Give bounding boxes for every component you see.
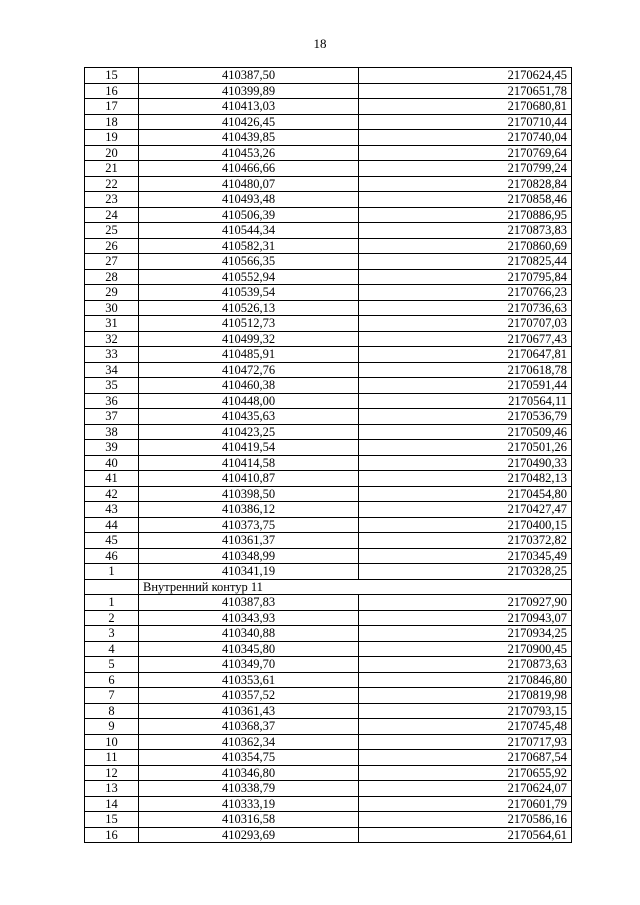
y-coordinate-cell: 2170564,11 — [359, 393, 572, 409]
y-coordinate-cell: 2170717,93 — [359, 734, 572, 750]
point-number-cell: 14 — [85, 796, 139, 812]
point-number-cell: 46 — [85, 548, 139, 564]
y-coordinate-cell: 2170482,13 — [359, 471, 572, 487]
point-number-cell: 22 — [85, 176, 139, 192]
point-number-cell: 19 — [85, 130, 139, 146]
point-number-cell: 31 — [85, 316, 139, 332]
point-number-cell: 41 — [85, 471, 139, 487]
table-row — [85, 533, 572, 549]
point-number-cell: 32 — [85, 331, 139, 347]
y-coordinate-cell: 2170372,82 — [359, 533, 572, 549]
point-number-cell: 17 — [85, 99, 139, 115]
x-coordinate-cell: 410460,38 — [139, 378, 359, 394]
point-number-cell: 16 — [85, 827, 139, 843]
table-row — [85, 750, 572, 766]
table-row — [85, 207, 572, 223]
x-coordinate-cell: 410333,19 — [139, 796, 359, 812]
y-coordinate-cell: 2170745,48 — [359, 719, 572, 735]
table-row — [85, 316, 572, 332]
y-coordinate-cell: 2170828,84 — [359, 176, 572, 192]
table-row — [85, 626, 572, 642]
y-coordinate-cell: 2170934,25 — [359, 626, 572, 642]
y-coordinate-cell: 2170601,79 — [359, 796, 572, 812]
table-row — [85, 161, 572, 177]
x-coordinate-cell: 410293,69 — [139, 827, 359, 843]
table-row — [85, 564, 572, 580]
page-number: 18 — [313, 36, 327, 51]
table-row — [85, 347, 572, 363]
section-title: Внутренний контур 11 — [139, 579, 572, 595]
y-coordinate-cell: 2170328,25 — [359, 564, 572, 580]
x-coordinate-cell: 410485,91 — [139, 347, 359, 363]
point-number-cell: 10 — [85, 734, 139, 750]
x-coordinate-cell: 410423,25 — [139, 424, 359, 440]
y-coordinate-cell: 2170564,61 — [359, 827, 572, 843]
y-coordinate-cell: 2170651,78 — [359, 83, 572, 99]
x-coordinate-cell: 410387,83 — [139, 595, 359, 611]
table-row — [85, 703, 572, 719]
point-number-cell: 23 — [85, 192, 139, 208]
table-row — [85, 424, 572, 440]
point-number-cell: 6 — [85, 672, 139, 688]
table-row — [85, 223, 572, 239]
y-coordinate-cell: 2170799,24 — [359, 161, 572, 177]
x-coordinate-cell: 410362,34 — [139, 734, 359, 750]
table-row — [85, 440, 572, 456]
table-row — [85, 145, 572, 161]
table-row — [85, 362, 572, 378]
y-coordinate-cell: 2170943,07 — [359, 610, 572, 626]
table-row — [85, 657, 572, 673]
point-number-cell: 26 — [85, 238, 139, 254]
y-coordinate-cell: 2170900,45 — [359, 641, 572, 657]
y-coordinate-cell: 2170586,16 — [359, 812, 572, 828]
table-row — [85, 796, 572, 812]
point-number-cell: 36 — [85, 393, 139, 409]
x-coordinate-cell: 410348,99 — [139, 548, 359, 564]
y-coordinate-cell: 2170710,44 — [359, 114, 572, 130]
point-number-cell: 44 — [85, 517, 139, 533]
y-coordinate-cell: 2170345,49 — [359, 548, 572, 564]
x-coordinate-cell: 410387,50 — [139, 68, 359, 84]
x-coordinate-cell: 410398,50 — [139, 486, 359, 502]
point-number-cell: 1 — [85, 595, 139, 611]
x-coordinate-cell: 410340,88 — [139, 626, 359, 642]
table-row — [85, 765, 572, 781]
table-row — [85, 812, 572, 828]
table-row — [85, 471, 572, 487]
y-coordinate-cell: 2170858,46 — [359, 192, 572, 208]
table-row — [85, 719, 572, 735]
table-row — [85, 486, 572, 502]
point-number-cell: 16 — [85, 83, 139, 99]
point-number-cell: 1 — [85, 564, 139, 580]
x-coordinate-cell: 410466,66 — [139, 161, 359, 177]
y-coordinate-cell: 2170591,44 — [359, 378, 572, 394]
table-row — [85, 68, 572, 84]
x-coordinate-cell: 410426,45 — [139, 114, 359, 130]
table-row — [85, 285, 572, 301]
x-coordinate-cell: 410512,73 — [139, 316, 359, 332]
y-coordinate-cell: 2170400,15 — [359, 517, 572, 533]
table-row — [85, 238, 572, 254]
point-number-cell: 7 — [85, 688, 139, 704]
point-number-cell: 29 — [85, 285, 139, 301]
point-number-cell: 34 — [85, 362, 139, 378]
point-number-cell: 33 — [85, 347, 139, 363]
x-coordinate-cell: 410399,89 — [139, 83, 359, 99]
point-number-cell: 37 — [85, 409, 139, 425]
x-coordinate-cell: 410357,52 — [139, 688, 359, 704]
point-number-cell: 3 — [85, 626, 139, 642]
x-coordinate-cell: 410414,58 — [139, 455, 359, 471]
x-coordinate-cell: 410448,00 — [139, 393, 359, 409]
table-row — [85, 409, 572, 425]
y-coordinate-cell: 2170736,63 — [359, 300, 572, 316]
x-coordinate-cell: 410341,19 — [139, 564, 359, 580]
point-number-cell: 25 — [85, 223, 139, 239]
point-number-cell: 38 — [85, 424, 139, 440]
table-row — [85, 176, 572, 192]
x-coordinate-cell: 410526,13 — [139, 300, 359, 316]
x-coordinate-cell: 410338,79 — [139, 781, 359, 797]
table-row — [85, 641, 572, 657]
table-row — [85, 827, 572, 843]
point-number-cell: 13 — [85, 781, 139, 797]
y-coordinate-cell: 2170655,92 — [359, 765, 572, 781]
x-coordinate-cell: 410354,75 — [139, 750, 359, 766]
y-coordinate-cell: 2170624,45 — [359, 68, 572, 84]
x-coordinate-cell: 410345,80 — [139, 641, 359, 657]
y-coordinate-cell: 2170793,15 — [359, 703, 572, 719]
x-coordinate-cell: 410435,63 — [139, 409, 359, 425]
y-coordinate-cell: 2170647,81 — [359, 347, 572, 363]
x-coordinate-cell: 410493,48 — [139, 192, 359, 208]
point-number-cell: 39 — [85, 440, 139, 456]
point-number-cell: 30 — [85, 300, 139, 316]
y-coordinate-cell: 2170490,33 — [359, 455, 572, 471]
x-coordinate-cell: 410361,43 — [139, 703, 359, 719]
point-number-cell: 2 — [85, 610, 139, 626]
x-coordinate-cell: 410410,87 — [139, 471, 359, 487]
table-row — [85, 595, 572, 611]
x-coordinate-cell: 410386,12 — [139, 502, 359, 518]
x-coordinate-cell: 410346,80 — [139, 765, 359, 781]
y-coordinate-cell: 2170846,80 — [359, 672, 572, 688]
y-coordinate-cell: 2170509,46 — [359, 424, 572, 440]
point-number-cell: 11 — [85, 750, 139, 766]
y-coordinate-cell: 2170687,54 — [359, 750, 572, 766]
y-coordinate-cell: 2170740,04 — [359, 130, 572, 146]
y-coordinate-cell: 2170769,64 — [359, 145, 572, 161]
x-coordinate-cell: 410506,39 — [139, 207, 359, 223]
table-row — [85, 781, 572, 797]
coordinates-table-body — [85, 68, 572, 843]
point-number-cell: 5 — [85, 657, 139, 673]
y-coordinate-cell: 2170825,44 — [359, 254, 572, 270]
y-coordinate-cell: 2170536,79 — [359, 409, 572, 425]
point-number-cell: 20 — [85, 145, 139, 161]
table-row — [85, 83, 572, 99]
table-row — [85, 734, 572, 750]
point-number-cell: 28 — [85, 269, 139, 285]
y-coordinate-cell: 2170819,98 — [359, 688, 572, 704]
y-coordinate-cell: 2170427,47 — [359, 502, 572, 518]
point-number-cell: 8 — [85, 703, 139, 719]
x-coordinate-cell: 410413,03 — [139, 99, 359, 115]
point-number-cell: 9 — [85, 719, 139, 735]
y-coordinate-cell: 2170680,81 — [359, 99, 572, 115]
x-coordinate-cell: 410453,26 — [139, 145, 359, 161]
table-row — [85, 517, 572, 533]
x-coordinate-cell: 410361,37 — [139, 533, 359, 549]
x-coordinate-cell: 410552,94 — [139, 269, 359, 285]
x-coordinate-cell: 410349,70 — [139, 657, 359, 673]
point-number-cell: 45 — [85, 533, 139, 549]
point-number-cell: 42 — [85, 486, 139, 502]
point-number-cell: 27 — [85, 254, 139, 270]
point-number-cell: 15 — [85, 68, 139, 84]
y-coordinate-cell: 2170624,07 — [359, 781, 572, 797]
point-number-cell: 4 — [85, 641, 139, 657]
table-row — [85, 610, 572, 626]
x-coordinate-cell: 410472,76 — [139, 362, 359, 378]
table-row — [85, 502, 572, 518]
table-row — [85, 455, 572, 471]
point-number-cell: 21 — [85, 161, 139, 177]
x-coordinate-cell: 410544,34 — [139, 223, 359, 239]
x-coordinate-cell: 410566,35 — [139, 254, 359, 270]
point-number-cell: 40 — [85, 455, 139, 471]
y-coordinate-cell: 2170873,63 — [359, 657, 572, 673]
y-coordinate-cell: 2170795,84 — [359, 269, 572, 285]
y-coordinate-cell: 2170501,26 — [359, 440, 572, 456]
table-row — [85, 130, 572, 146]
x-coordinate-cell: 410480,07 — [139, 176, 359, 192]
y-coordinate-cell: 2170927,90 — [359, 595, 572, 611]
x-coordinate-cell: 410439,85 — [139, 130, 359, 146]
x-coordinate-cell: 410499,32 — [139, 331, 359, 347]
y-coordinate-cell: 2170873,83 — [359, 223, 572, 239]
y-coordinate-cell: 2170707,03 — [359, 316, 572, 332]
x-coordinate-cell: 410368,37 — [139, 719, 359, 735]
section-row — [85, 579, 572, 595]
table-row — [85, 269, 572, 285]
y-coordinate-cell: 2170860,69 — [359, 238, 572, 254]
x-coordinate-cell: 410353,61 — [139, 672, 359, 688]
coordinates-table — [84, 67, 572, 843]
point-number-cell: 12 — [85, 765, 139, 781]
table-row — [85, 114, 572, 130]
x-coordinate-cell: 410343,93 — [139, 610, 359, 626]
x-coordinate-cell: 410582,31 — [139, 238, 359, 254]
table-row — [85, 378, 572, 394]
point-number-cell: 35 — [85, 378, 139, 394]
point-number-cell: 24 — [85, 207, 139, 223]
table-row — [85, 393, 572, 409]
table-row — [85, 192, 572, 208]
y-coordinate-cell: 2170618,78 — [359, 362, 572, 378]
point-number-cell: 15 — [85, 812, 139, 828]
table-row — [85, 672, 572, 688]
point-number-cell: 18 — [85, 114, 139, 130]
y-coordinate-cell: 2170454,80 — [359, 486, 572, 502]
x-coordinate-cell: 410373,75 — [139, 517, 359, 533]
table-row — [85, 688, 572, 704]
table-row — [85, 254, 572, 270]
y-coordinate-cell: 2170766,23 — [359, 285, 572, 301]
x-coordinate-cell: 410419,54 — [139, 440, 359, 456]
table-row — [85, 300, 572, 316]
table-row — [85, 548, 572, 564]
x-coordinate-cell: 410539,54 — [139, 285, 359, 301]
y-coordinate-cell: 2170677,43 — [359, 331, 572, 347]
y-coordinate-cell: 2170886,95 — [359, 207, 572, 223]
section-empty-cell — [85, 579, 139, 595]
table-row — [85, 99, 572, 115]
table-row — [85, 331, 572, 347]
x-coordinate-cell: 410316,58 — [139, 812, 359, 828]
point-number-cell: 43 — [85, 502, 139, 518]
